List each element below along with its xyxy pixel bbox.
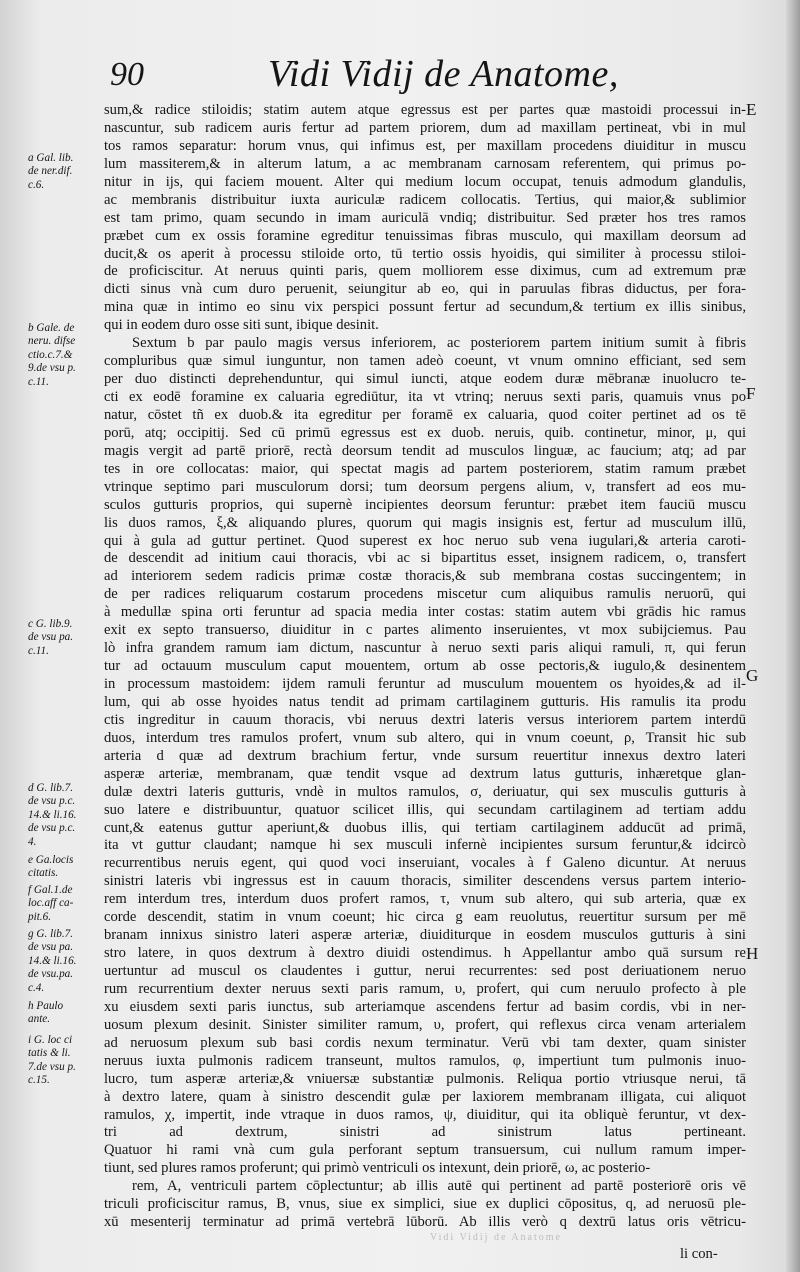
margin-note-line: 14.& li.16. [28, 808, 77, 821]
text-line: ita vt guttur claudant; namque hi sex musculi infernè incipientes sursum feruntur,& idcircò [104, 837, 746, 854]
margin-note-line: de vsu p.c. [28, 795, 76, 808]
text-line: natur, cōstet tñ ex duob.& ita egreditur per foramē ex caluaria, quod coiter pertinet ad os tē [104, 406, 746, 423]
margin-note-line: de vsu p.c. [28, 822, 76, 835]
text-line: mina quæ in intimo eo sinu vix perspici possunt fertur ad secundum,& tertium ex illis sinibus, [104, 299, 746, 316]
text-line: asperæ arteriæ, membranam, quæ tendit vsque ad dextrum latus gutturis, inhæretque glan- [104, 765, 746, 782]
text-line: est tam primo, quam secundo in imam auriculā vndiq; distribuitur. Sed præter hos tres ramos [104, 209, 746, 226]
text-line: lis duos ramos, ξ,& aliquando plures, quorum qui magis insignis est, fertur ad musculum illū, [104, 514, 746, 531]
catchword: li con- [680, 1246, 718, 1262]
text-line: sculos gutturis proprios, qui supernè incipientes deorsum feruntur: præbet item fauciū muscu [104, 496, 746, 513]
margin-note [28, 782, 100, 849]
text-line: xu eiusdem sexti paris iunctus, sub arteriamque ascendens fertur ad basim cordis, vbi in ner- [104, 998, 746, 1015]
margin-note-line: d G. lib.7. [28, 782, 74, 794]
margin-note-line: neru. difse [28, 335, 76, 348]
text-line: exit ex septo transuerso, diuiditur in c partes alimento inseruientes, vt mox subijciemus. Pau [104, 622, 746, 639]
text-line: lum massiterem,& in alterum latum, a ac membranam carnosam referentem, qui primus po- [104, 155, 746, 172]
text-line: dicti sinus vnà cum duro peruenit, seiungitur ab eo, qui in paruulas fibras diductus, per fora- [104, 281, 746, 298]
text-line: in processum mastoidem: ijdem ramuli feruntur ad musculum mouentem os hyoides,& ad il- [104, 676, 746, 692]
margin-note-line: loc.aff ca- [28, 897, 74, 910]
text-line: nascuntur, sub radicem auris fertur ad partem priorem, dum ad maxillam pertineat, vbi in mul [104, 119, 746, 136]
margin-note-line: pit.6. [28, 910, 51, 923]
text-line: magis vergit ad partē priorē, rectà deorsum tendit ad musculos linguæ, ac faucium; atq; ad par [104, 442, 746, 459]
margin-note-line: g G. lib.7. [28, 928, 74, 940]
margin-note [28, 1000, 100, 1027]
text-line: qui in eodem duro osse siti sunt, ibique desinit. [104, 317, 379, 334]
text-line: rem interdum tres, interdum duos profert ramos, τ, vnum sub altero, qui sub arteria, quæ ex [104, 891, 746, 908]
text-line: sinistri lateris vbi ingressus est in cauum thoracis, similiter descendens versus partem interio- [104, 873, 746, 890]
text-line: tes in ore collocatas: maior, qui spectat magis ad partem posteriorem, statim ramum præbet [104, 460, 746, 477]
text-line: uosum plexum desinit. Sinister similiter ramum, υ, profert, qui reflexus circa venam arterialem [104, 1016, 746, 1033]
text-line: tos ramos separatur: horum vnus, qui infimus est, per maxillam procedens diuiditur in muscu [104, 137, 746, 154]
text-line: vtrinque septimo pari musculorum dorsi; tum deorsum pergens alium, ν, transfert ad eos mu- [104, 478, 746, 495]
text-line: corde descendit, statim in vnum coeunt; hic circa g eam reuolutus, reuertitur sursum per mē [104, 909, 746, 926]
text-line: arteria d quæ ad dextrum brachium fertur, vnde sursum reuertitur innexus dextro lateri [104, 747, 746, 764]
margin-note [28, 152, 100, 192]
text-line: ad neruosum plexum sub basi cordis nexum terminatur. Verū vbi tam dexter, quam sinister [104, 1034, 746, 1051]
text-line: ac membranis distribuitur iuxta auriculæ radicem collocatis. Tertius, qui maior,& sublimior [104, 191, 746, 208]
margin-note-line: e Ga.locis [28, 854, 74, 866]
margin-note [28, 854, 100, 881]
text-line: rem, A, ventriculi partem cōplectuntur; ab illis autē qui pertinent ad partē posteriorē oris vē [132, 1178, 746, 1195]
text-line: ramulos, χ, impertit, inde vtraque in duos ramos, ψ, diuiditur, qui ita obliquè feruntur, vt dex- [104, 1106, 746, 1123]
page-number: 90 [110, 56, 144, 93]
margin-note-line: c.11. [28, 644, 49, 657]
book-spine [786, 0, 800, 1272]
text-line: qui à gula ad guttur pertinet. Quod superest ex hoc neruo sub vena iugulari,& arteria caroti- [104, 532, 746, 549]
text-line: Sextum b par paulo magis versus inferiorem, ac posteriorem partem initium sumit à fibris [132, 335, 746, 352]
text-line: tiunt, sed plures ramos proferunt; qui primò ventriculi os intexunt, dein priorē, ω, ac posterio- [104, 1160, 651, 1177]
margin-note-line: tatis & li. [28, 1047, 71, 1060]
side-letter-h: H [746, 944, 759, 963]
margin-note-line: c.4. [28, 981, 45, 994]
text-line: suo latere e distribuuntur, quatuor scilicet illis, qui secundam cartilaginem ad tertiam addu [104, 801, 746, 818]
text-line: compluribus quæ simul iunguntur, non tamen adeò coeunt, vt vnum omnino efficiant, sed sem [104, 353, 746, 370]
margin-note-line: 4. [28, 835, 37, 848]
text-line: de per radices reliquarum costarum procedens miscetur cum aliquibus ramulis neruorū, qui [104, 586, 746, 603]
margin-note-line: c.15. [28, 1074, 50, 1087]
text-line: rum recurrentium dexter neruus sexti paris ramum, υ, profert, qui cum neruulo profecto à ple [104, 980, 746, 997]
text-line: triculi proficiscitur ramus, B, vnus, siue ex simplici, siue ex duplici cōpositus, q, ad neruosū ple- [104, 1196, 746, 1213]
margin-note-line: f Gal.1.de [28, 884, 73, 896]
running-title: Vidi Vidij de Anatome, [268, 53, 619, 95]
text-line: ducit,& os aperit à processu stiloide orto, tū tertio ossis hyoidis, qui similiter à processu stiloi- [104, 245, 746, 262]
text-line: porū, atq; occipitij. Sed cū primū egressus est ex duob. neruis, quib. continetur, minor, μ, qui [104, 424, 746, 441]
margin-note-line: de ner.dif. [28, 165, 73, 178]
margin-note-line: 7.de vsu p. [28, 1060, 76, 1073]
margin-note-line: citatis. [28, 867, 59, 880]
margin-note-line: 14.& li.16. [28, 954, 77, 967]
margin-note-line: ctio.c.7.& [28, 348, 73, 361]
margin-note-line: i G. loc ci [28, 1034, 73, 1046]
text-line: sum,& radice stiloidis; statim autem atque egressus est per partes quæ mastoidi processui in- [104, 102, 746, 118]
margin-note-line: h Paulo [28, 1000, 64, 1012]
text-line: à dextro latere, quam à sinistro descendit gulæ per laxiorem membranam illigata, cui aliquot [104, 1088, 746, 1105]
margin-note-line: c G. lib.9. [28, 618, 73, 630]
margin-note [28, 928, 100, 995]
margin-note-line: de vsu.pa. [28, 968, 74, 981]
margin-note-line: b Gale. de [28, 322, 75, 334]
margin-note-line: a Gal. lib. [28, 152, 74, 164]
text-line: dulæ dextri lateris gutturis, vndè in multos ramulos, σ, deriuatur, qui sex musculis gutturis à [104, 783, 746, 800]
margin-note [28, 322, 100, 389]
margin-note [28, 1034, 100, 1088]
margin-note [28, 618, 100, 658]
text-line: nitur in ijs, qui faciem mouent. Alter qui medium locum occupat, tenuis admodum glandulis, [104, 173, 746, 190]
faint-offset-mark: Vidi Vidij de Anatome [430, 1232, 562, 1243]
text-line: de proficiscitur. At neruus quinti paris, quem molliorem esse diximus, cum ad extremum præ [104, 263, 746, 280]
page-header [100, 52, 740, 104]
text-line: præbet cum ex ossis foramine egreditur tenuissimas fibras musculo, qui maxillam deorsum ad [104, 227, 746, 244]
text-line: branam innixus sinistro lateri asperæ arteriæ, diuiditurque in eosdem musculos gutturis à sini [104, 927, 746, 944]
text-line: lò infra grandem ramum iam dictum, nascuntur à neruo sexti paris aliqui ramuli, π, qui ferun [104, 640, 746, 657]
text-line: à medullæ spina orti feruntur ad spacia media inter costas: statim autem vbi grādis hic ramus [104, 604, 746, 621]
text-line: lucro, tum asperæ arteriæ,& vniuersæ substantiæ pulmonis. Reliqua portio vtriusque nerui, tā [104, 1070, 746, 1087]
side-letter-e: E [746, 100, 757, 119]
text-line: neruus iuxta pulmonis radicem transeunt, multos ramulos, φ, impertiunt tum pulmonis inuo- [104, 1052, 746, 1069]
side-letter-f: F [746, 384, 756, 403]
text-line: ctis ingreditur in cauum thoracis, vbi neruus dextri lateris versus interiorem partem interdū [104, 711, 746, 728]
text-line: de descendit ad initium caui thoracis, vbi ac si bipartitus esset, insignem radicem, o, transfert [104, 550, 746, 567]
margin-note-line: ante. [28, 1013, 51, 1026]
text-line: per duo distincti deprehenduntur, qui simul iuncti, atque eodem duræ mēbranæ inuolucro te- [104, 371, 746, 388]
text-line: tur ad octauum musculum caput mouentem, ortum ab osse pectoris,& iugulo,& desinentem [104, 658, 746, 675]
text-line: Quatuor hi rami vnà cum gula perforant septum transuersum, cui nullum ramum imper- [104, 1142, 746, 1159]
text-line: xū mesenterij terminatur ad primā vertebrā lūborū. Ab illis verò q dextrū latus oris vētricu- [104, 1214, 746, 1231]
margin-note-line: de vsu pa. [28, 631, 74, 644]
text-line: ad interiorem sedem radicis primæ costæ thoracis,& sub membrana costas succingentem; in [104, 568, 746, 585]
text-line: duos, interdum tres ramulos profert, vnum sub altero, qui in vnum coeunt, ρ, Transit hic sub [104, 729, 746, 746]
text-line: recurrentibus neruis egent, qui quod voci inseruiant, vocales à f Galeno dicuntur. At neruus [104, 855, 746, 872]
margin-note-line: de vsu pa. [28, 941, 74, 954]
margin-note-line: c.11. [28, 375, 49, 388]
text-line: lum, qui ab osse hyoides natus tendit ad primam cartilaginem gutturis. His ramulis ita produ [104, 693, 746, 710]
text-line: cti ex eodē foramine ex caluaria egrediūtur, ita vt vtrinq; neruus sexti paris, quamuis vnus po [104, 389, 746, 405]
text-line: uertuntur ad muscul os claudentes i guttur, nerui recurrentes: sed post deriuationem neruo [104, 963, 746, 979]
margin-note [28, 884, 100, 924]
margin-note-line: 9.de vsu p. [28, 362, 76, 375]
text-line: tri ad dextrum, sinistri ad sinistrum latus pertineant. [104, 1124, 746, 1141]
text-line: stro latere, in quos dextrum à dextro diuidi ostendimus. h Appellantur ambo quā sursum re [104, 945, 746, 962]
text-line: cunt,& eatenus guttur aperiunt,& duobus illis, qui tertiam cartilaginem adducūt ad primā, [104, 819, 746, 836]
side-letter-g: G [746, 666, 759, 685]
margin-note-line: c.6. [28, 178, 45, 191]
body-text [104, 102, 746, 1232]
